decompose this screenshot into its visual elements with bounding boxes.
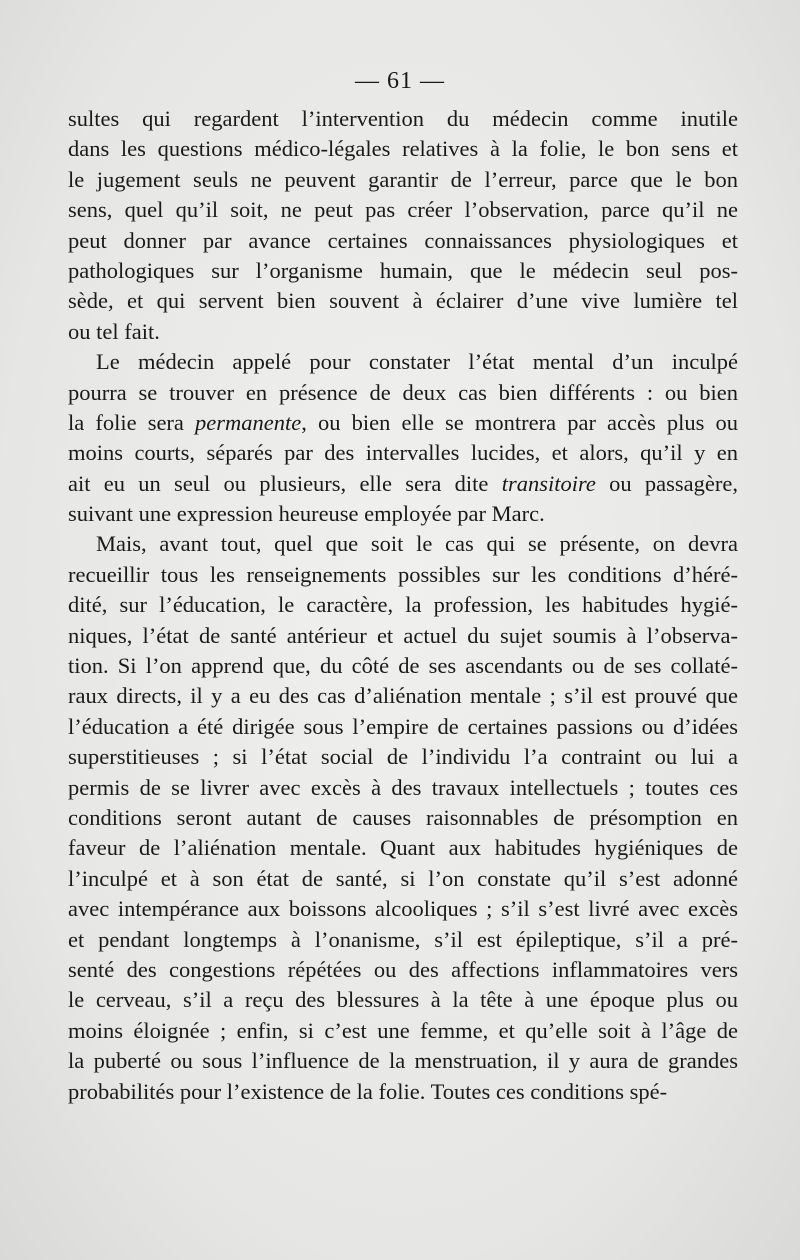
text-line: pathologiques sur l’organisme humain, que le médecin seul pos- [68, 257, 738, 283]
paragraph [68, 529, 738, 1106]
text-line: la puberté ou sous l’influence de la menstruation, il y aura de grandes [68, 1048, 738, 1074]
text-line [68, 469, 738, 499]
text-line: Mais, avant tout, quel que soit le cas qui se présente, on devra [96, 531, 738, 557]
text-line: sède, et qui servent bien souvent à éclairer d’une vive lumière tel [68, 288, 738, 314]
text-line: superstitieuses ; si l’état social de l’individu l’a contraint ou lui a [68, 744, 738, 770]
body-text [68, 104, 738, 1107]
text-segment: ou passagère, [595, 470, 739, 496]
text-line: moins éloignée ; enfin, si c’est une femme, et qu’elle soit à l’âge de [68, 1017, 738, 1043]
page-number: — 61 — [355, 68, 445, 94]
text-line: et pendant longtemps à l’onanisme, s’il est épileptique, s’il a pré- [68, 926, 738, 952]
text-line: sens, quel qu’il soit, ne peut pas créer l’observation, parce qu’il ne [68, 197, 738, 223]
text-line: tion. Si l’on apprend que, du côté de ses ascendants ou de ses collaté- [68, 653, 738, 679]
text-segment: , ou bien elle se montrera par accès plus ou [301, 409, 738, 435]
text-line: dité, sur l’éducation, le caractère, la profession, les habitudes hygié- [68, 592, 738, 618]
text-line: senté des congestions répétées ou des affections inflammatoires vers [68, 956, 738, 982]
text-line: ou tel fait. [68, 318, 160, 344]
text-line: faveur de l’aliénation mentale. Quant aux habitudes hygiéniques de [68, 835, 738, 861]
text-line: suivant une expression heureuse employée par Marc. [68, 501, 545, 527]
text-line: permis de se livrer avec excès à des travaux intellectuels ; toutes ces [68, 774, 738, 800]
text-line: pourra se trouver en présence de deux cas bien différents : ou bien [68, 379, 738, 405]
text-line: niques, l’état de santé antérieur et actuel du sujet soumis à l’observa- [68, 622, 738, 648]
text-line: l’inculpé et à son état de santé, si l’on constate qu’il s’est adonné [68, 865, 738, 891]
text-line: sultes qui regardent l’intervention du médecin comme inutile [68, 106, 738, 131]
text-line: dans les questions médico-légales relatives à la folie, le bon sens et [68, 136, 738, 162]
text-line: peut donner par avance certaines connaissances physiologiques et [68, 227, 738, 253]
text-line: le cerveau, s’il a reçu des blessures à la tête à une époque plus ou [68, 987, 738, 1013]
text-line: probabilités pour l’existence de la folie. Toutes ces conditions spé- [68, 1078, 668, 1104]
italic-term: permanente [195, 409, 302, 435]
text-line: raux directs, il y a eu des cas d’aliénation mentale ; s’il est prouvé que [68, 683, 738, 709]
paragraph [68, 347, 738, 529]
italic-term: transitoire [501, 470, 596, 496]
text-line [68, 408, 738, 438]
text-line: conditions seront autant de causes raisonnables de présomption en [68, 804, 738, 830]
text-line: Le médecin appelé pour constater l’état mental d’un inculpé [96, 349, 738, 375]
text-segment: la folie sera [68, 409, 196, 435]
text-line: le jugement seuls ne peuvent garantir de l’erreur, parce que le bon [68, 166, 738, 192]
text-line: moins courts, séparés par des intervalles lucides, et alors, qu’il y en [68, 440, 738, 466]
text-line: avec intempérance aux boissons alcooliques ; s’il s’est livré avec excès [68, 896, 738, 922]
text-segment: ait eu un seul ou plusieurs, elle sera dite [68, 470, 502, 496]
paragraph [68, 104, 738, 347]
text-line: l’éducation a été dirigée sous l’empire de certaines passions ou d’idées [68, 713, 738, 739]
text-line: recueillir tous les renseignements possibles sur les conditions d’héré- [68, 561, 738, 587]
